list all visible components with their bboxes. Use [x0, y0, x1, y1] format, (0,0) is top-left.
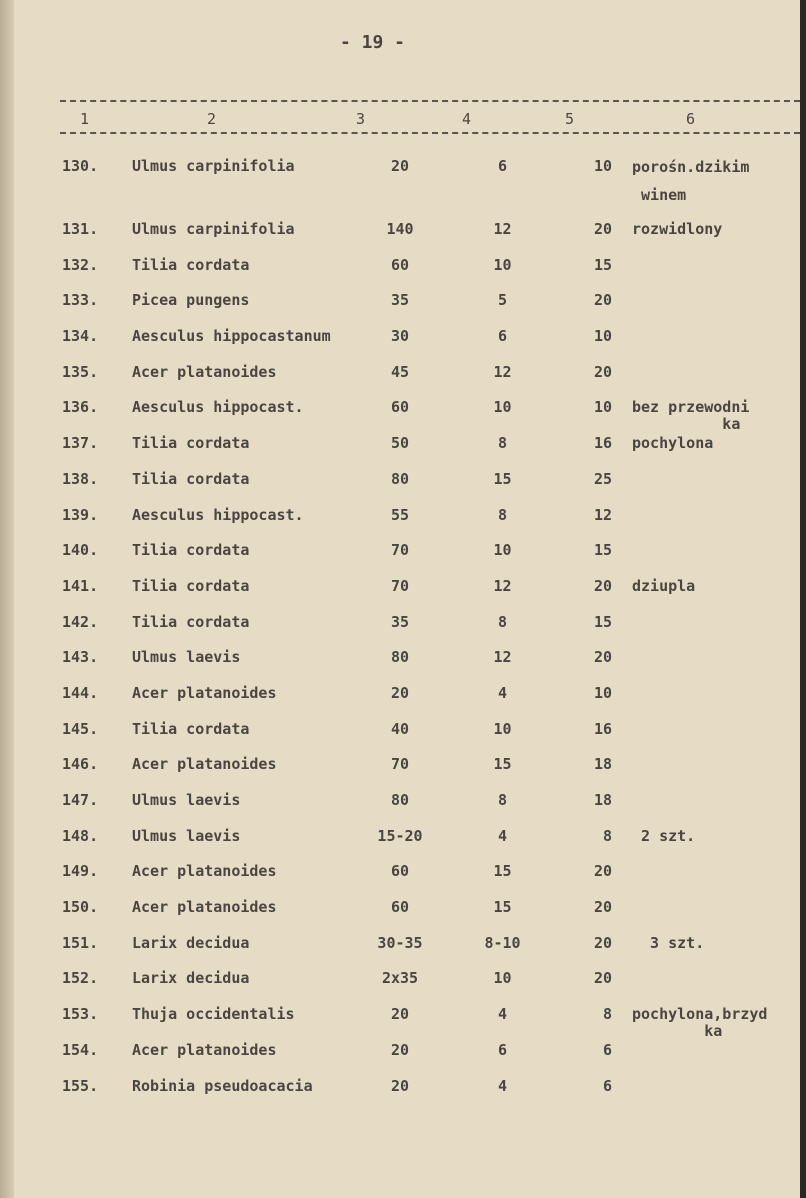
cell-c6: 2 szt. [632, 826, 696, 845]
cell-c5: 18 [593, 791, 612, 809]
table-row [0, 542, 806, 578]
cell-c6: rozwidlony [632, 220, 723, 238]
cell-no: 137. [62, 434, 99, 453]
cell-c5: 20 [593, 898, 612, 917]
cell-c5: 20 [593, 933, 612, 952]
cell-name: Larix decidua [132, 969, 250, 988]
cell-no: 138. [62, 469, 99, 488]
cell-name: Ulmus laevis [132, 648, 241, 667]
cell-c5: 25 [593, 469, 612, 488]
cell-c4: 10 [493, 541, 512, 560]
cell-c4: 4 [497, 826, 508, 845]
header-col-6: 6 [686, 110, 696, 128]
cell-c3: 60 [390, 862, 410, 881]
cell-c4: 10 [493, 969, 512, 988]
cell-c4: 10 [493, 719, 512, 738]
table-row [0, 507, 806, 543]
cell-c4: 4 [497, 683, 508, 702]
cell-c3: 20 [390, 157, 410, 175]
cell-c4: 8 [497, 612, 508, 631]
table-row [0, 1006, 806, 1042]
cell-c3: 30-35 [377, 933, 423, 952]
cell-no: 133. [62, 291, 99, 310]
cell-no: 148. [62, 826, 99, 845]
cell-no: 140. [62, 541, 99, 560]
cell-c4: 8-10 [484, 933, 521, 952]
cell-no: 142. [62, 612, 99, 631]
cell-c3: 60 [390, 398, 410, 417]
cell-c4: 10 [493, 398, 512, 417]
cell-c3: 70 [390, 755, 410, 774]
cell-c4: 12 [493, 220, 512, 238]
cell-no: 154. [62, 1040, 99, 1059]
cell-c5: 18 [593, 755, 612, 774]
cell-no: 132. [62, 255, 99, 274]
cell-no: 151. [62, 933, 99, 952]
table-row [0, 364, 806, 400]
cell-c5: 15 [593, 612, 612, 631]
table-row [0, 685, 806, 721]
cell-c6: bez przewodni ka [632, 398, 750, 434]
table-row [0, 399, 806, 435]
cell-name: Aesculus hippocast. [132, 505, 304, 524]
table-row [0, 221, 806, 257]
cell-name: Robinia pseudoacacia [132, 1076, 313, 1095]
cell-c5: 10 [593, 398, 612, 417]
table-row [0, 756, 806, 792]
cell-c3: 20 [390, 683, 410, 702]
tree-table [0, 158, 806, 1113]
cell-c4: 5 [497, 291, 508, 310]
cell-name: Tilia cordata [132, 469, 250, 488]
cell-c3: 60 [390, 255, 410, 274]
cell-c3: 80 [390, 791, 410, 809]
header-bottom-rule [60, 132, 800, 134]
cell-name: Tilia cordata [132, 255, 250, 274]
cell-name: Aesculus hippocast. [132, 398, 304, 417]
cell-c4: 4 [497, 1005, 508, 1024]
cell-name: Picea pungens [132, 291, 250, 310]
cell-c6: pochylona [632, 434, 714, 453]
cell-c3: 15-20 [377, 826, 423, 845]
cell-c3: 20 [390, 1040, 410, 1059]
cell-c3: 50 [390, 434, 410, 453]
cell-c5: 15 [593, 255, 612, 274]
table-row [0, 649, 806, 685]
cell-c5: 16 [593, 434, 612, 453]
cell-c6: dziupla [632, 576, 696, 595]
table-row [0, 578, 806, 614]
cell-no: 135. [62, 362, 99, 381]
cell-c5: 8 [602, 826, 612, 845]
cell-c3: 60 [390, 898, 410, 917]
cell-c5: 20 [593, 648, 612, 667]
cell-c6: porośn.dzikim winem [632, 158, 750, 204]
cell-c3: 20 [390, 1076, 410, 1095]
table-row [0, 292, 806, 328]
header-col-5: 5 [565, 110, 575, 128]
table-row [0, 1042, 806, 1078]
cell-c4: 8 [497, 791, 508, 809]
cell-name: Acer platanoides [132, 862, 277, 881]
table-row [0, 328, 806, 364]
table-row [0, 1078, 806, 1114]
cell-name: Acer platanoides [132, 362, 277, 381]
cell-no: 145. [62, 719, 99, 738]
page-number: - 19 - [340, 32, 406, 53]
cell-name: Ulmus laevis [132, 791, 241, 809]
cell-c3: 2x35 [381, 969, 419, 988]
cell-c3: 80 [390, 648, 410, 667]
cell-name: Tilia cordata [132, 719, 250, 738]
cell-c4: 12 [493, 362, 512, 381]
cell-c3: 45 [390, 362, 410, 381]
cell-c5: 12 [593, 505, 612, 524]
cell-no: 153. [62, 1005, 99, 1024]
cell-c3: 40 [390, 719, 410, 738]
table-row [0, 899, 806, 935]
cell-no: 155. [62, 1076, 99, 1095]
cell-c3: 70 [390, 576, 410, 595]
table-row [0, 935, 806, 971]
cell-c4: 15 [493, 755, 512, 774]
table-row [0, 828, 806, 864]
cell-c4: 15 [493, 469, 512, 488]
cell-name: Acer platanoides [132, 898, 277, 917]
cell-c4: 12 [493, 576, 512, 595]
cell-c5: 20 [593, 969, 612, 988]
cell-no: 144. [62, 683, 99, 702]
cell-c5: 10 [593, 157, 612, 175]
cell-c5: 10 [593, 327, 612, 346]
cell-c3: 140 [386, 220, 414, 238]
cell-no: 147. [62, 791, 99, 809]
table-header [60, 110, 800, 130]
cell-c5: 8 [602, 1005, 612, 1024]
header-col-3: 3 [356, 110, 366, 128]
cell-c3: 30 [390, 327, 410, 346]
cell-c3: 20 [390, 1005, 410, 1024]
cell-c4: 6 [497, 327, 508, 346]
cell-c5: 6 [602, 1040, 612, 1059]
cell-no: 152. [62, 969, 99, 988]
cell-c3: 35 [390, 612, 410, 631]
header-col-4: 4 [462, 110, 472, 128]
cell-c4: 6 [497, 1040, 508, 1059]
cell-name: Tilia cordata [132, 612, 250, 631]
cell-no: 131. [62, 220, 99, 238]
cell-c5: 15 [593, 541, 612, 560]
cell-c5: 20 [593, 362, 612, 381]
table-row [0, 257, 806, 293]
cell-c4: 8 [497, 434, 508, 453]
table-row [0, 721, 806, 757]
table-row [0, 471, 806, 507]
cell-c4: 4 [497, 1076, 508, 1095]
cell-no: 150. [62, 898, 99, 917]
cell-name: Aesculus hippocastanum [132, 327, 331, 346]
cell-c5: 16 [593, 719, 612, 738]
cell-name: Ulmus carpinifolia [132, 220, 295, 238]
cell-name: Tilia cordata [132, 576, 250, 595]
table-row [0, 435, 806, 471]
cell-c5: 20 [593, 291, 612, 310]
cell-no: 143. [62, 648, 99, 667]
cell-c4: 6 [497, 157, 508, 175]
table-row [0, 863, 806, 899]
cell-c5: 20 [593, 576, 612, 595]
table-top-rule [60, 100, 800, 102]
cell-no: 149. [62, 862, 99, 881]
cell-no: 146. [62, 755, 99, 774]
cell-c4: 8 [497, 505, 508, 524]
cell-c4: 12 [493, 648, 512, 667]
table-row [0, 970, 806, 1006]
cell-c6: 3 szt. [632, 933, 705, 952]
header-col-1: 1 [80, 110, 90, 128]
cell-c3: 80 [390, 469, 410, 488]
header-col-2: 2 [207, 110, 217, 128]
cell-name: Acer platanoides [132, 683, 277, 702]
cell-c5: 20 [593, 220, 612, 238]
cell-c3: 55 [390, 505, 410, 524]
cell-name: Ulmus laevis [132, 826, 241, 845]
cell-name: Larix decidua [132, 933, 250, 952]
cell-c5: 20 [593, 862, 612, 881]
cell-c4: 15 [493, 898, 512, 917]
cell-name: Acer platanoides [132, 1040, 277, 1059]
cell-no: 134. [62, 327, 99, 346]
cell-no: 139. [62, 505, 99, 524]
cell-c6: pochylona,brzyd ka [632, 1005, 768, 1041]
cell-name: Tilia cordata [132, 541, 250, 560]
cell-c3: 70 [390, 541, 410, 560]
cell-no: 141. [62, 576, 99, 595]
cell-c4: 10 [493, 255, 512, 274]
cell-name: Thuja occidentalis [132, 1005, 295, 1024]
cell-no: 136. [62, 398, 99, 417]
cell-c5: 10 [593, 683, 612, 702]
cell-c5: 6 [602, 1076, 612, 1095]
cell-c4: 15 [493, 862, 512, 881]
table-row [0, 792, 806, 828]
cell-name: Tilia cordata [132, 434, 250, 453]
cell-name: Ulmus carpinifolia [132, 157, 295, 175]
cell-c3: 35 [390, 291, 410, 310]
cell-name: Acer platanoides [132, 755, 277, 774]
table-row [0, 158, 806, 221]
table-row [0, 614, 806, 650]
cell-no: 130. [62, 157, 99, 175]
